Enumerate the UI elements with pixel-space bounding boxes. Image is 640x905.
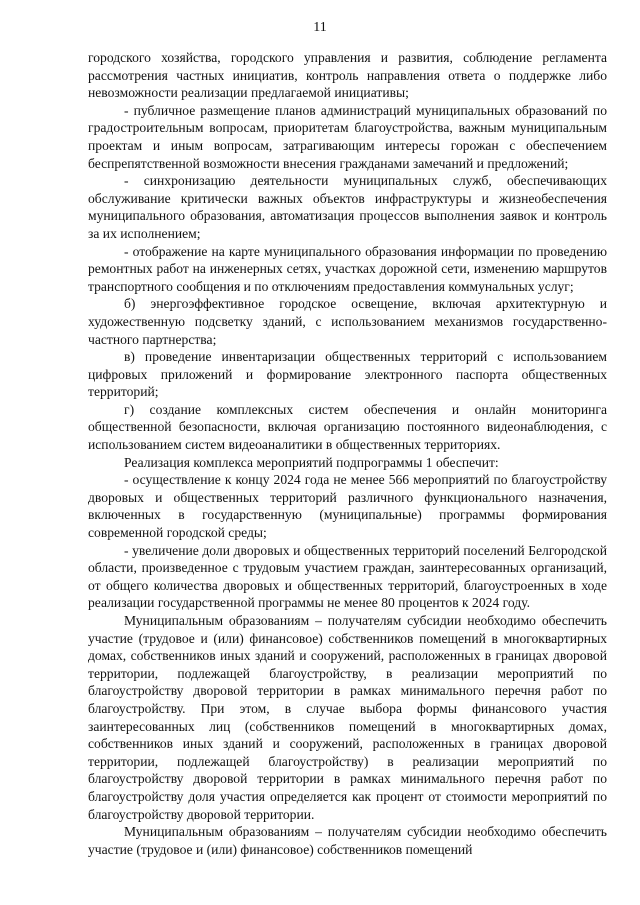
paragraph-municipal-participation-2: Муниципальным образованиям – получателям субсидии необходимо обеспечить участие (трудовое и (или) финансовое) собственников помещений: [88, 824, 607, 857]
paragraph-implementation: Реализация комплекса мероприятий подпрограммы 1 обеспечит:: [124, 454, 499, 470]
list-item-services-sync: - синхронизацию деятельности муниципальных служб, обеспечивающих обслуживание критически важных объектов инфраструктуры и жизнеобеспечения муниципального образования, автоматизация процессов выполнения заявок и контроль за их исполнением;: [88, 173, 607, 241]
list-item-g-security: г) создание комплексных систем обеспечения и онлайн мониторинга общественной безопасности, включая организацию постоянного видеонаблюдения, с использованием систем видеоаналитики в общественных территориях.: [88, 401, 607, 453]
list-item-566-events: - осуществление к концу 2024 года не менее 566 мероприятий по благоустройству дворовых и общественных территорий различного функционального назначения, включенных в государственную (муниципальные) программы формирования современной городской среды;: [88, 472, 607, 541]
paragraph-municipal-participation: Муниципальным образованиям – получателям субсидии необходимо обеспечить участие (трудовое и (или) финансовое) собственников помещений в многоквартирных домах, собственников иных зданий и сооружений, расположенных в границах дворовой территории, подлежащей благоустройству, в реализации мероприятий по благоустройству дворовой территории в рамках минимального перечня работ по благоустройству. При этом, в случае выбора формы финансового участия заинтересованных лиц (собственников помещений в многоквартирных домах, собственников иных зданий и сооружений, расположенных в границах дворовой территории, подлежащей благоустройству) в реализации мероприятий по благоустройству дворовой территории в рамках минимального перечня работ по благоустройству доля участия определяется как процент от стоимости мероприятий по благоустройству дворовой территории.: [88, 613, 607, 822]
list-item-v-inventory: в) проведение инвентаризации общественных территорий с использованием цифровых приложений и формирование электронного паспорта общественных территорий;: [88, 349, 607, 400]
document-body: [88, 49, 607, 858]
list-item-share-increase: - увеличение доли дворовых и общественных территорий поселений Белгородской области, произведенное с трудовым участием граждан, заинтересованных организаций, от общего количества дворовых и общественных территорий, благоустроенных в ходе реализации государственной программы не менее 80 процентов к 2024 году.: [88, 542, 607, 611]
page-number: 11: [313, 20, 327, 35]
list-item-map-display: - отображение на карте муниципального образования информации по проведению ремонтных работ на инженерных сетях, участках дорожной сети, изменению маршрутов транспортного сообщения и по отключениям предоставления коммунальных услуг;: [88, 243, 607, 294]
list-item-public-plans: - публичное размещение планов администраций муниципальных образований по градостроительным вопросам, приоритетам благоустройства, важным муниципальным проектам и иным вопросам, затрагивающим интересы горожан с обеспечением беспрепятственной возможности внесения гражданами замечаний и предложений;: [88, 102, 607, 171]
list-item-b-lighting: б) энергоэффективное городское освещение, включая архитектурную и художественную подсветку зданий, с использованием механизмов государственно-частного партнерства;: [88, 296, 607, 347]
paragraph-continuation: городского хозяйства, городского управления и развития, соблюдение регламента рассмотрения частных инициатив, контроль направления ответа о поддержке либо невозможности реализации предлагаемой инициативы;: [88, 50, 607, 101]
